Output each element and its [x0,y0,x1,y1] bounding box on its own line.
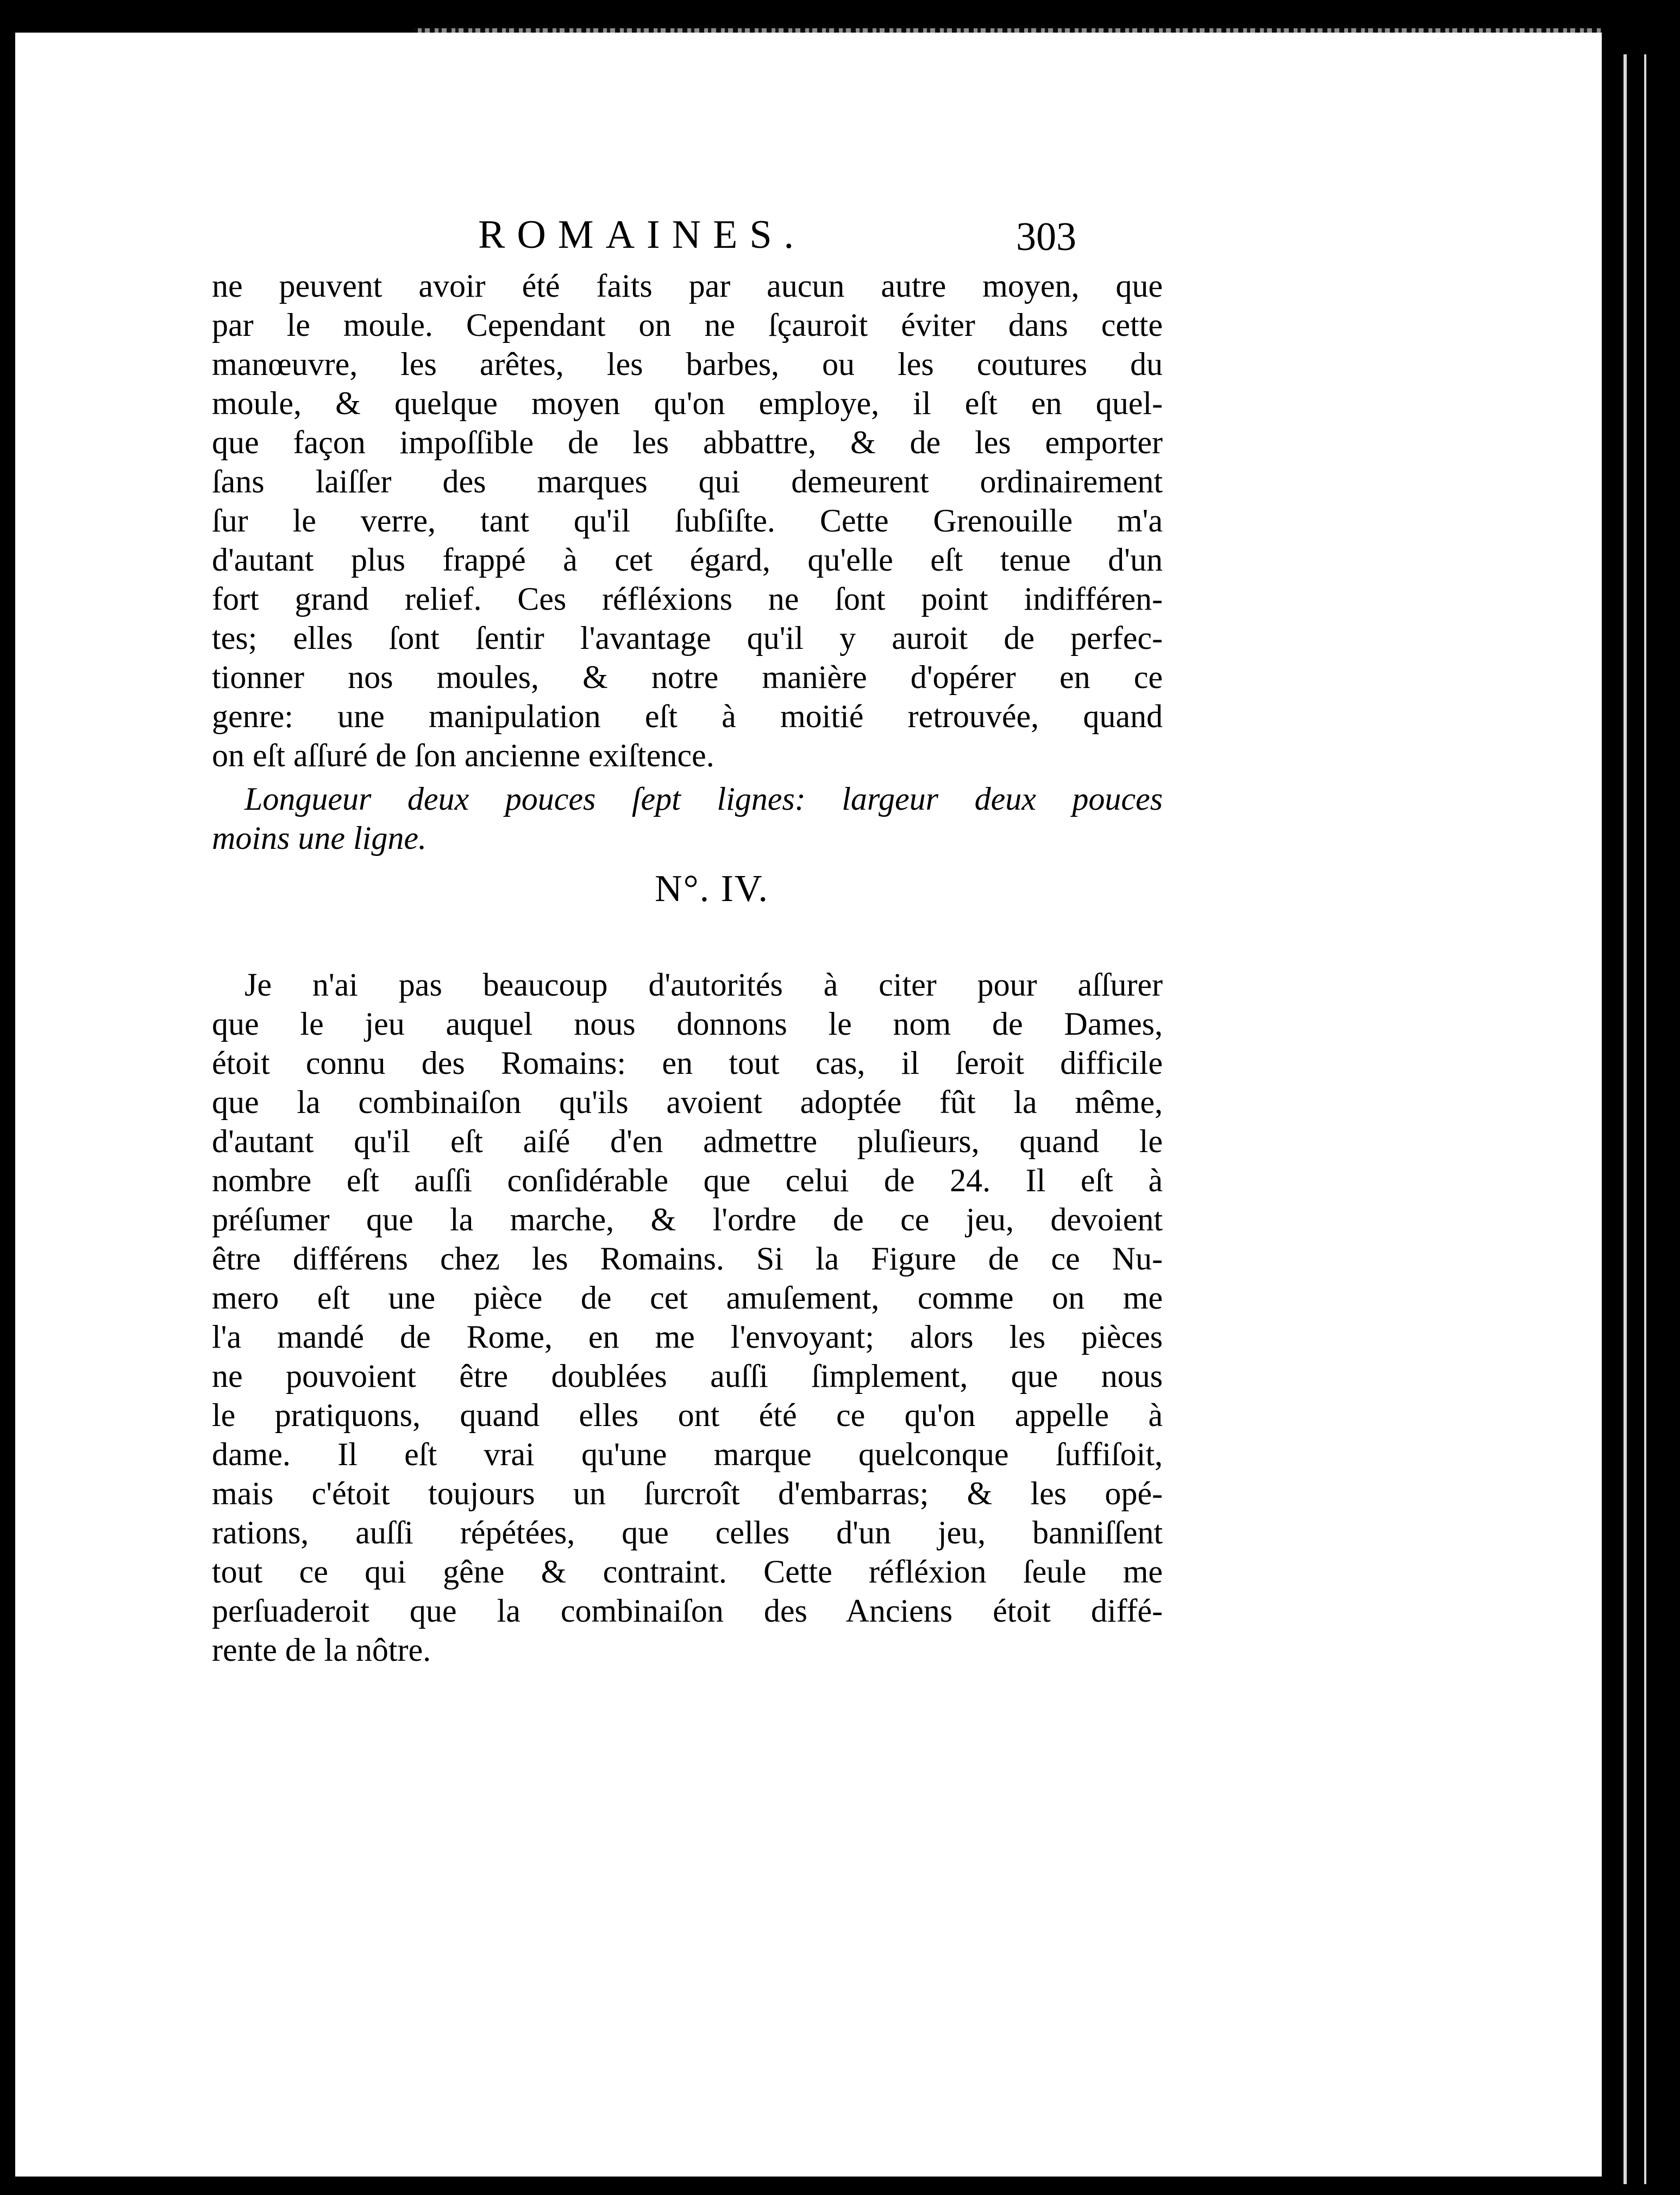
text-line: manœuvre, les arêtes, les barbes, ou les coutures du [212,346,1163,382]
text-line: ne peuvent avoir été faits par aucun autre moyen, que [212,268,1163,304]
page-content [212,190,1163,1669]
text-line: rations, auſſi répétées, que celles d'un jeu, banniſſent [212,1515,1163,1550]
page-sheet [15,33,1602,2177]
text-line: l'a mandé de Rome, en me l'envoyant; alors les pièces [212,1319,1163,1355]
text-line: tes; elles ſont ſentir l'avantage qu'il y auroit de perfec- [212,620,1163,656]
text-line: ne pouvoient être doublées auſſi ſimplement, que nous [212,1358,1163,1394]
text-line: que le jeu auquel nous donnons le nom de Dames, [212,1006,1163,1042]
text-line: ſans laiſſer des marques qui demeurent ordinairement [212,464,1163,499]
text-line: moins une ligne. [212,820,427,856]
text-line: préſumer que la marche, & l'ordre de ce jeu, devoient [212,1202,1163,1237]
text-line: tionner nos moules, & notre manière d'opérer en ce [212,659,1163,695]
scan-right-edge [1602,11,1680,2195]
text-line: d'autant plus frappé à cet égard, qu'elle eſt tenue d'un [212,542,1163,578]
running-head-title: ROMAINES. [478,212,806,257]
page-number: 303 [1016,215,1076,259]
paragraph-1 [212,266,1163,775]
text-line: par le moule. Cependant on ne ſçauroit éviter dans cette [212,307,1163,343]
dimensions-note [212,779,1163,858]
text-line: genre: une manipulation eſt à moitié retrouvée, quand [212,698,1163,734]
text-line: fort grand relief. Ces réfléxions ne ſont point indifféren- [212,581,1163,617]
text-line: tout ce qui gêne & contraint. Cette réfléxion ſeule me [212,1554,1163,1590]
text-line: ſur le verre, tant qu'il ſubſiſte. Cette Grenouille m'a [212,503,1163,539]
text-line: perſuaderoit que la combinaiſon des Anciens étoit diffé- [212,1593,1163,1629]
text-line: que la combinaiſon qu'ils avoient adoptée fût la même, [212,1084,1163,1120]
text-line: mero eſt une pièce de cet amuſement, comme on me [212,1280,1163,1316]
text-line: mais c'étoit toujours un ſurcroît d'embarras; & les opé- [212,1475,1163,1511]
text-line: étoit connu des Romains: en tout cas, il ſeroit difficile [212,1045,1163,1081]
running-head [212,190,1163,266]
text-line: on eſt aſſuré de ſon ancienne exiſtence. [212,737,714,773]
text-line: nombre eſt auſſi conſidérable que celui de 24. Il eſt à [212,1162,1163,1198]
text-line: être différens chez les Romains. Si la Figure de ce Nu- [212,1241,1163,1277]
text-line: d'autant qu'il eſt aiſé d'en admettre pluſieurs, quand le [212,1123,1163,1159]
text-line: moule, & quelque moyen qu'on employe, il eſt en quel- [212,385,1163,421]
text-line: le pratiquons, quand elles ont été ce qu'on appelle à [212,1397,1163,1433]
text-line: Longueur deux pouces ſept lignes: largeur deux pouces [245,781,1163,817]
text-line: rente de la nôtre. [212,1632,431,1668]
text-line: que façon impoſſible de les abbattre, & de les emporter [212,424,1163,460]
text-line: Je n'ai pas beaucoup d'autorités à citer pour aſſurer [245,967,1163,1003]
paragraph-2 [212,965,1163,1669]
text-line: dame. Il eſt vrai qu'une marque quelconque ſuffiſoit, [212,1436,1163,1472]
section-heading: N°. IV. [655,868,769,910]
